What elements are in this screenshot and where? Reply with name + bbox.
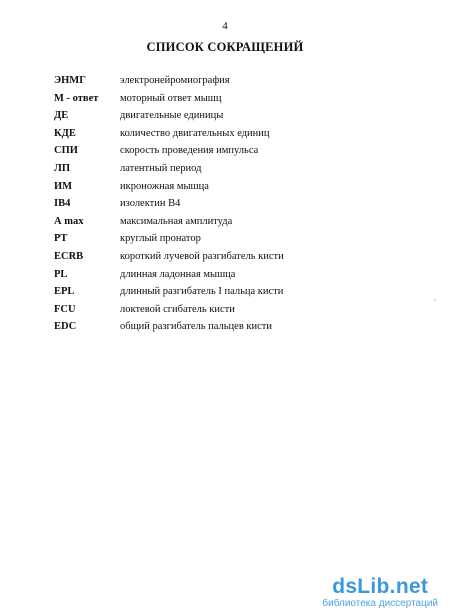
abbreviation-definition: количество двигательных единиц: [120, 127, 270, 139]
abbreviation-definition: изолектин В4: [120, 198, 181, 210]
abbreviation-definition: длинный разгибатель I пальца кисти: [120, 286, 284, 298]
abbreviation-definition: двигательные единицы: [120, 110, 224, 122]
abbreviation-term: PL: [54, 268, 68, 280]
abbreviation-row: [54, 233, 414, 251]
watermark: [322, 576, 438, 610]
abbreviation-definition: общий разгибатель пальцев кисти: [120, 321, 273, 333]
watermark-logo: dsLib.net: [332, 575, 429, 598]
abbreviation-row: [54, 304, 414, 322]
abbreviation-term: PT: [54, 233, 68, 245]
abbreviation-row: [54, 163, 414, 181]
abbreviation-term: М - ответ: [54, 92, 99, 104]
abbreviation-definition: максимальная амплитуда: [120, 215, 233, 227]
abbreviation-term: ECRB: [54, 250, 84, 262]
abbreviation-definition: электронейромиография: [120, 75, 230, 86]
abbreviation-row: [54, 93, 414, 111]
abbreviation-row: [54, 286, 414, 304]
abbreviation-definition: локтевой сгибатель кисти: [120, 303, 235, 315]
abbreviation-row: [54, 181, 414, 199]
abbreviation-term: КДЕ: [54, 127, 76, 139]
scan-speck: [434, 299, 436, 301]
abbreviation-row: [54, 269, 414, 287]
abbreviation-term: FCU: [54, 303, 76, 315]
abbreviation-row: [54, 251, 414, 269]
abbreviation-definition: круглый пронатор: [120, 233, 201, 245]
watermark-tagline: библиотека диссертаций: [322, 598, 438, 609]
abbreviation-definition: икроножная мышца: [120, 180, 209, 192]
page-number: 4: [222, 20, 228, 32]
abbreviation-definition: латентный период: [120, 162, 202, 174]
abbreviation-term: СПИ: [54, 145, 78, 157]
abbreviation-row: [54, 128, 414, 146]
abbreviation-definition: длинная ладонная мышца: [120, 268, 236, 280]
abbreviation-row: [54, 321, 414, 339]
abbreviation-row: [54, 198, 414, 216]
abbreviation-row: [54, 110, 414, 128]
page-title: СПИСОК СОКРАЩЕНИЙ: [146, 40, 304, 54]
abbreviation-term: EDC: [54, 321, 77, 333]
abbreviation-term: ИМ: [54, 180, 73, 192]
abbreviation-definition: моторный ответ мышц: [120, 92, 222, 104]
abbreviation-term: EPL: [54, 286, 75, 298]
abbreviation-term: ЭНМГ: [54, 75, 86, 86]
abbreviation-row: [54, 145, 414, 163]
abbreviation-term: ДЕ: [54, 110, 69, 122]
abbreviation-term: IB4: [54, 198, 71, 210]
abbreviation-definition: короткий лучевой разгибатель кисти: [120, 250, 284, 262]
abbreviation-row: [54, 75, 414, 93]
abbreviation-row: [54, 216, 414, 234]
abbreviation-term: А max: [54, 215, 84, 227]
abbreviation-term: ЛП: [54, 162, 70, 174]
abbreviation-list: [54, 75, 414, 339]
abbreviation-definition: скорость проведения импульса: [120, 145, 259, 157]
